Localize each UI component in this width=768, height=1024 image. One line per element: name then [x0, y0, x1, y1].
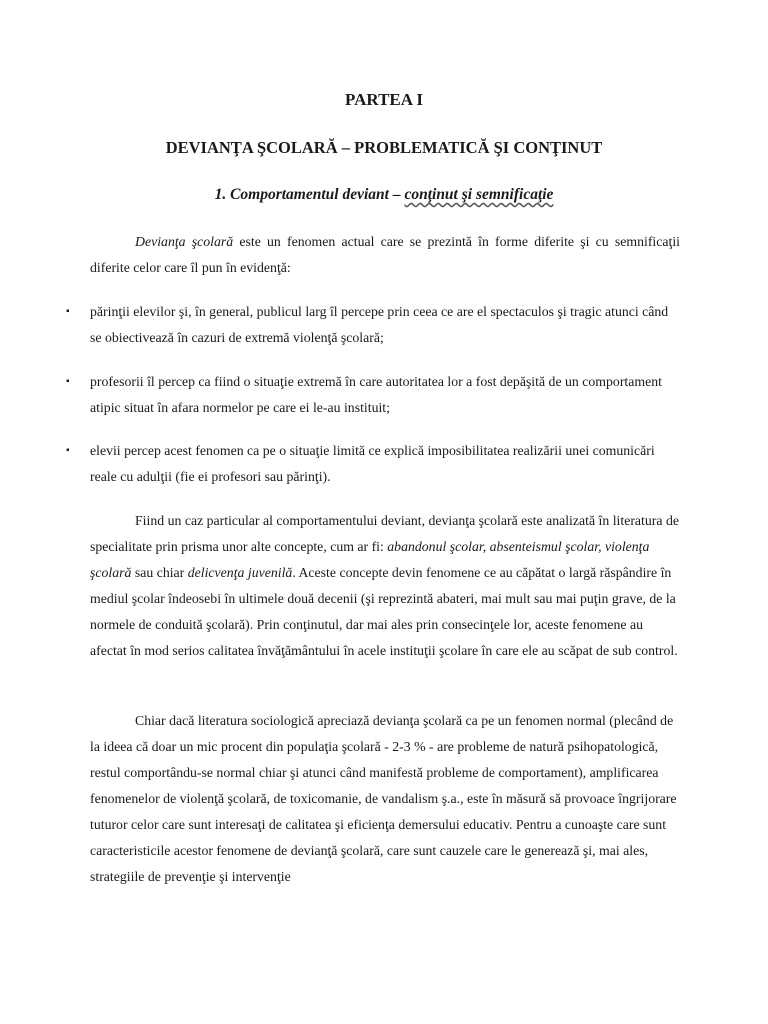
paragraph-2-part-1: Fiind un caz particular al comportamentului deviant, devianţa şcolară este analizată în literatura de specialitate prin prisma unor alte concepte, cum ar fi: [90, 513, 679, 554]
paragraph-2-part-2: sau chiar [131, 565, 188, 580]
part-title: PARTEA I [345, 90, 423, 109]
paragraph-2-emphasis-2: delicvenţa juvenilă [187, 565, 293, 580]
bullet-marker-1: ▪ [66, 306, 70, 317]
bullet-marker-3: ▪ [66, 445, 70, 456]
body-paragraph-3 [90, 708, 680, 890]
bullet-item-3: elevii percep acest fenomen ca pe o situaţie limită ce explică imposibilitatea realizării unei comunicări reale cu adulţii (fie ei profesori sau părinţi). [90, 443, 655, 484]
bullet-item-2: profesorii îl percep ca fiind o situaţie extremă în care autoritatea lor a fost depăşită de un comportament atipic situat în afara normelor pe care ei le-au instituit; [90, 374, 662, 415]
bullet-marker-2: ▪ [66, 376, 70, 387]
section-title-underlined: conţinut şi semnificaţie [404, 186, 554, 203]
body-paragraph-2 [90, 508, 680, 664]
section-title [0, 186, 768, 204]
bullet-item-1: părinţii elevilor şi, în general, publicul larg îl percepe prin ceea ce are el spectaculos şi tragic atunci când se obiectivează în cazuri de extremă violenţă şcolară; [90, 304, 669, 345]
intro-term: Devianţa şcolară [135, 234, 234, 249]
paragraph-3-text: Chiar dacă literatura sociologică apreciază devianţa şcolară ca pe un fenomen normal (plecând de la ideea că doar un mic procent din populaţia şcolară - 2-3 % - are probleme de natură psihopatologică, restul comportându-se normal chiar şi atunci când manifestă probleme de comportament), amplificarea fenomenelor de violenţă şcolară, de toxicomanie, de vandalism ş.a., este în măsură să provoace îngrijorare tuturor celor care sunt interesaţi de calitatea şi eficienţa demersului educativ. Pentru a cunoaşte care sunt caracteristicile acestor fenomene de devianţă şcolară, care sunt cauzele care le generează şi, mai ales, strategiile de prevenţie şi intervenţie [90, 713, 677, 884]
paragraph-2-part-3: . Aceste concepte devin fenomene ce au căpătat o largă răspândire în mediul şcolar îndeosebi în ultimele două decenii (şi reprezintă abateri, mai mult sau mai puţin grave, de la normele de conduită şcolară). Prin conţinutul, dar mai ales prin consecinţele lor, aceste fenomene au afectat în mod serios calitatea învăţământului în acele instituţii şcolare în care ele au scăpat de sub control. [90, 565, 678, 658]
paragraph-2-emphasis-1: abandonul şcolar, absenteismul şcolar, violenţa şcolară [90, 539, 650, 580]
intro-paragraph [90, 229, 680, 281]
section-title-prefix: 1. Comportamentul deviant – [214, 186, 405, 203]
chapter-title: DEVIANŢA ŞCOLARĂ – PROBLEMATICĂ ŞI CONŢINUT [165, 138, 603, 157]
intro-text: este un fenomen actual care se prezintă în forme diferite şi cu semnificaţii diferite celor care îl pun în evidenţă: [90, 234, 680, 275]
